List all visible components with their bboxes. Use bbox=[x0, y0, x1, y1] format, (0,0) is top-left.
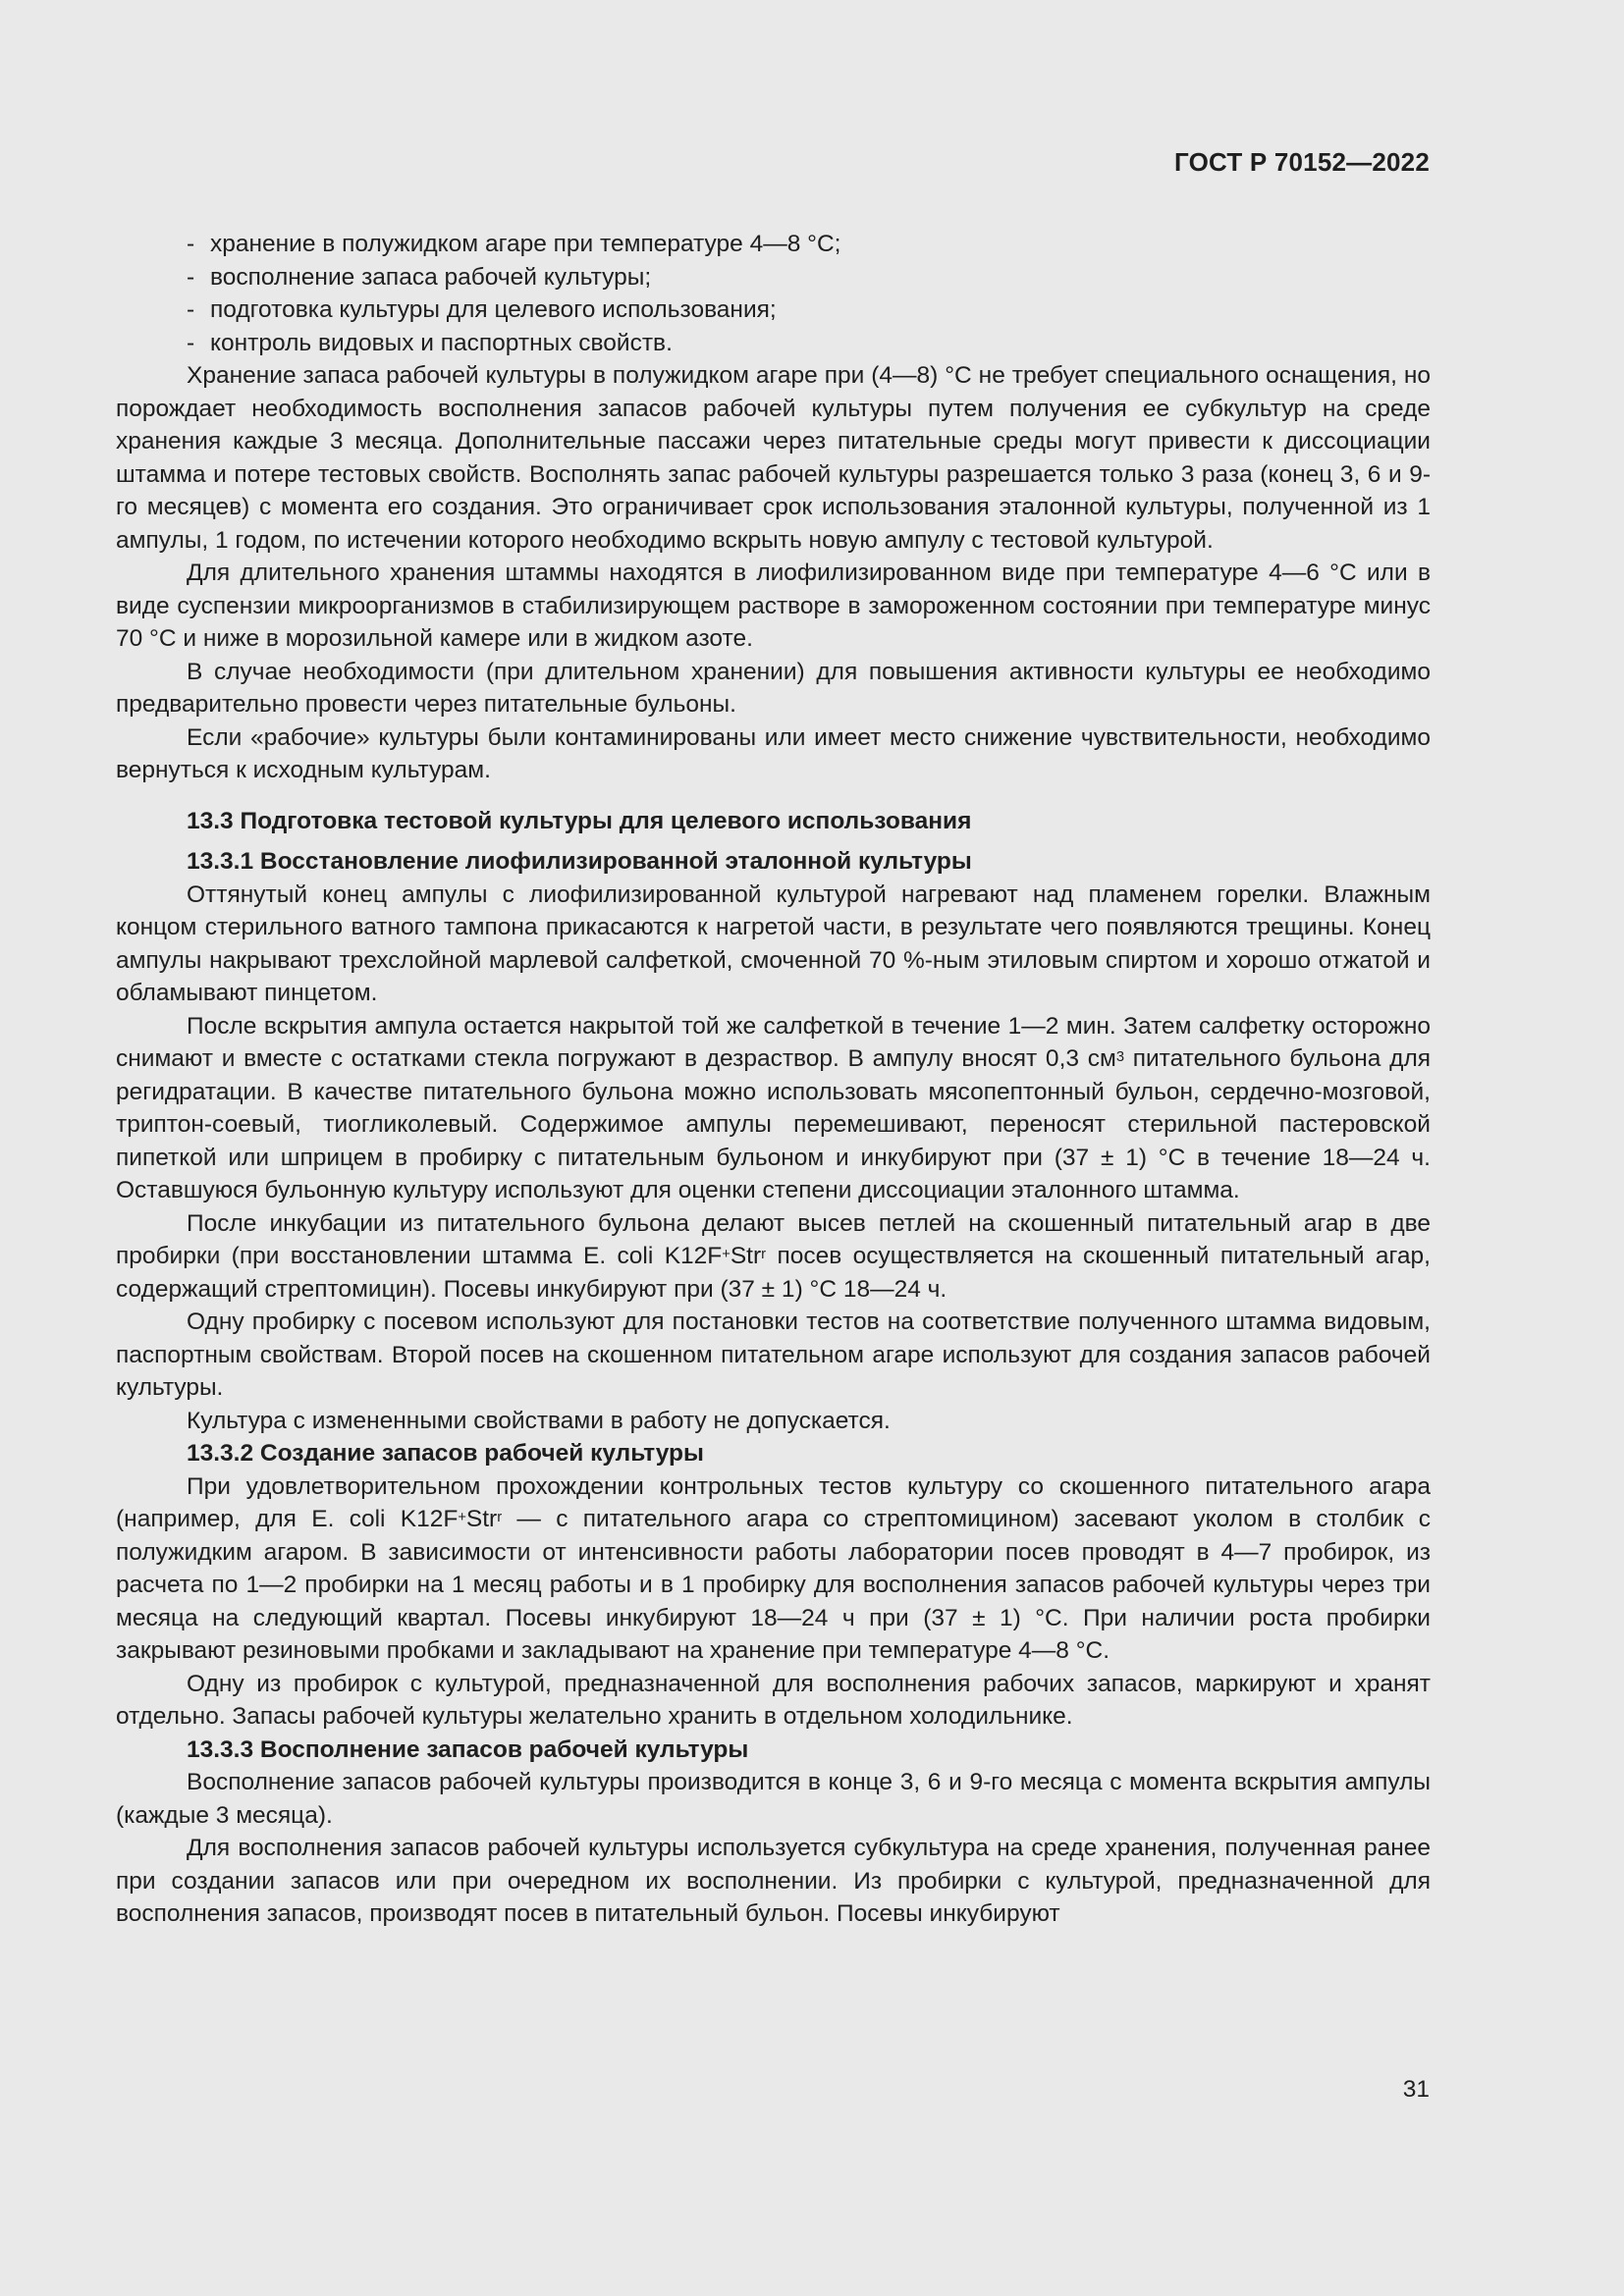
paragraph: Одну из пробирок с культурой, предназначенной для восполнения рабочих запасов, маркируют и хранят отдельно. Запасы рабочей культуры желательно хранить в отдельном холодильнике. bbox=[116, 1670, 1431, 1730]
page-number: 31 bbox=[1402, 2076, 1430, 2103]
list-item: - подготовка культуры для целевого использования; bbox=[187, 296, 777, 323]
paragraph: Хранение запаса рабочей культуры в полужидком агаре при (4—8) °С не требует специального оснащения, но порождает необходимость восполнения запасов рабочей культуры путем получения ее субкультур на среде хранения каждые 3 месяца. Дополнительные пассажи через питательные среды могут привести к диссоциации штамма и потере тестовых свойств. Восполнять запас рабочей культуры разрешается только 3 раза (конец 3, 6 и 9-го месяцев) с момента его создания. Это ограничивает срок использования эталонной культуры, полученной из 1 ампулы, 1 годом, по истечении которого необходимо вскрыть новую ампулу с тестовой культурой. bbox=[116, 362, 1431, 554]
paragraph: Восполнение запасов рабочей культуры производится в конце 3, 6 и 9-го месяца с момента вскрытия ампулы (каждые 3 месяца). bbox=[116, 1769, 1431, 1829]
paragraph: Для длительного хранения штаммы находятся в лиофилизированном виде при температуре 4—6 °С или в виде суспензии микроорганизмов в стабилизирующем растворе в замороженном состоянии при температуре минус 70 °С и ниже в морозильной камере или в жидком азоте. bbox=[116, 560, 1431, 652]
paragraph: В случае необходимости (при длительном хранении) для повышения активности культуры ее необходимо предварительно провести через питательные бульоны. bbox=[116, 658, 1431, 718]
paragraph: При удовлетворительном прохождении контрольных тестов культуру со скошенного питательного агара (например, для E. coli K12F+Str$^r$ — с питательного агара со стрептомицином) засевают уколом в столбик с полужидким агаром. В зависимости от интенсивности работы лаборатории посев проводят в 4—7 пробирок, из расчета по 1—2 пробирки на 1 месяц работы и в 1 пробирку для восполнения запасов рабочей культуры через три месяца на следующий квартал. Посевы инкубируют 18—24 ч при (37 ± 1) °С. При наличии роста пробирки закрывают резиновыми пробками и закладывают на хранение при температуре 4—8 °С. bbox=[116, 1472, 1431, 1664]
list-item: - контроль видовых и паспортных свойств. bbox=[187, 329, 673, 356]
paragraph: Оттянутый конец ампулы с лиофилизированной культурой нагревают над пламенем горелки. Влажным концом стерильного ватного тампона прикасаются к нагретой части, в результате чего появляются трещины. Конец ампулы накрывают трехслойной марлевой салфеткой, смоченной 70 %-ным этиловым спиртом и хорошо отжатой и обламывают пинцетом. bbox=[116, 881, 1431, 1006]
paragraph: После вскрытия ампула остается накрытой той же салфеткой в течение 1—2 мин. Затем салфетку осторожно снимают и вместе с остатками стекла погружают в дезраствор. В ампулу вносят 0,3 $см^3$ питательного бульона для регидратации. В качестве питательного бульона можно использовать мясопептонный бульон, сердечно-мозговой, триптон-соевый, тиогликолевый. Содержимое ампулы перемешивают, переносят стерильной пастеровской пипеткой или шприцем в пробирку с питательным бульоном и инкубируют при (37 ± 1) °С в течение 18—24 ч. Оставшуюся бульонную культуру используют для оценки степени диссоциации эталонного штамма. bbox=[116, 1012, 1432, 1203]
section-heading: 13.3.1 Восстановление лиофилизированной эталонной культуры bbox=[187, 848, 972, 875]
paragraph: После инкубации из питательного бульона делают высев петлей на скошенный питательный агар в две пробирки (при восстановлении штамма E. coli K12F+Str$^r$ посев осуществляется на скошенный питательный агар, содержащий стрептомицин). Посевы инкубируют при (37 ± 1) °С 18—24 ч. bbox=[116, 1209, 1431, 1303]
paragraph: Культура с измененными свойствами в работу не допускается. bbox=[187, 1407, 891, 1434]
section-heading: 13.3.2 Создание запасов рабочей культуры bbox=[187, 1440, 704, 1467]
document-code: ГОСТ Р 70152—2022 bbox=[1174, 147, 1430, 177]
section-heading: 13.3.3 Восполнение запасов рабочей культуры bbox=[187, 1735, 749, 1763]
page-body bbox=[116, 228, 1431, 1931]
paragraph: Если «рабочие» культуры были контаминированы или имеет место снижение чувствительности, необходимо вернуться к исходным культурам. bbox=[116, 723, 1431, 783]
paragraph: Для восполнения запасов рабочей культуры используется субкультура на среде хранения, полученная ранее при создании запасов или при очередном их восполнении. Из пробирки с культурой, предназначенной для восполнения запасов, производят посев в питательный бульон. Посевы инкубируют bbox=[116, 1835, 1431, 1927]
list-item: - хранение в полужидком агаре при температуре 4—8 °С; bbox=[187, 231, 841, 257]
section-heading: 13.3 Подготовка тестовой культуры для целевого использования bbox=[187, 807, 972, 834]
paragraph: Одну пробирку с посевом используют для постановки тестов на соответствие полученного штамма видовым, паспортным свойствам. Второй посев на скошенном питательном агаре используют для создания запасов рабочей культуры. bbox=[116, 1308, 1431, 1401]
list-item: - восполнение запаса рабочей культуры; bbox=[187, 263, 652, 291]
